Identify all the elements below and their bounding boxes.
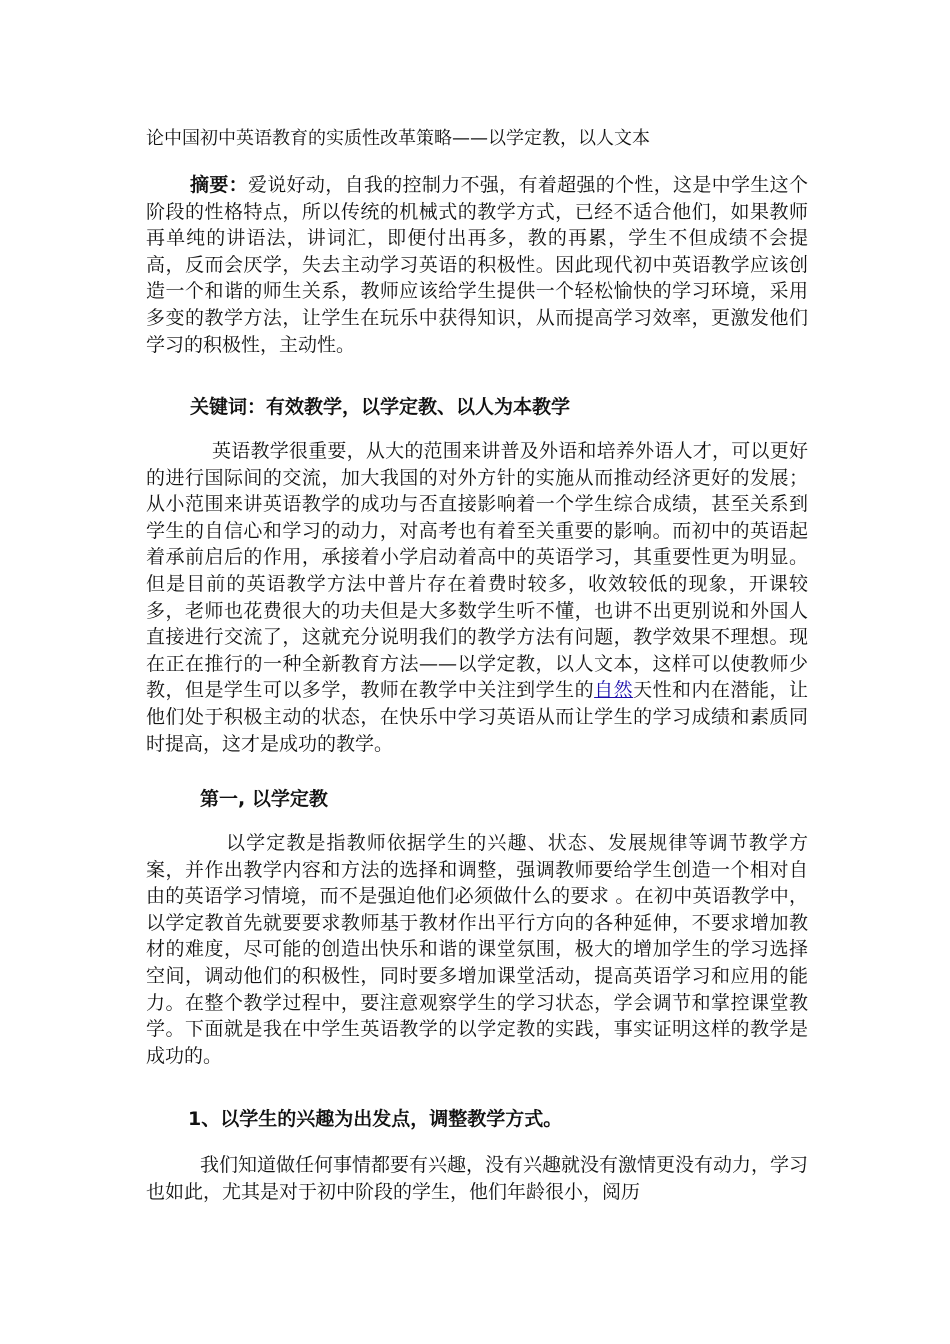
- section-text: 以学定教是指教师依据学生的兴趣、状态、发展规律等调节教学方案，并作出教学内容和方法的选择和调整，强调教师要给学生创造一个相对自由的英语学习情境，而不是强迫他们必须做什么的要求 。在初中英语教学中，以学定教首先就要要求教师基于教材作出平行方向的各种延伸，不要求增加教材的难度，尽可能的创造出快乐和谐的课堂氛围，极大的增加学生的学习选择空间，调动他们的积极性，同时要多增加课堂活动，提高英语学习和应用的能力。在整个教学过程中，要注意观察学生的学习状态，学会调节和掌控课堂教学。下面就是我在中学生英语教学的以学定教的实践，事实证明这样的教学是成功的。: [146, 832, 808, 1067]
- subsection-paragraph: [146, 1152, 808, 1205]
- natural-link[interactable]: 自然: [594, 679, 634, 702]
- intro-text: 英语教学很重要，从大的范围来讲普及外语和培养外语人才，可以更好的进行国际间的交流，加大我国的对外方针的实施从而推动经济更好的发展；从小范围来讲英语教学的成功与否直接影响着一个学生综合成绩，甚至关系到学生的自信心和学习的动力，对高考也有着至关重要的影响。而初中的英语起着承前启后的作用，承接着小学启动着高中的英语学习，其重要性更为明显。但是目前的英语教学方法中普片存在着费时较多，收效较低的现象，开课较多，老师也花费很大的功夫但是大多数学生听不懂，也讲不出更别说和外国人直接进行交流了，这就充分说明我们的教学方法有问题，教学效果不理想。现在正在推行的一种全新教育方法——以学定教，以人文本，这样可以使教师少教，但是学生可以多学，教师在教学中关注到学生的: [146, 440, 808, 702]
- subsection-text: 我们知道做任何事情都要有兴趣，没有兴趣就没有激情更没有动力，学习也如此，尤其是对于初中阶段的学生，他们年龄很小，阅历: [146, 1154, 809, 1203]
- keywords-line: 关键词：有效教学，以学定教、以人为本教学: [190, 396, 571, 418]
- section-paragraph: [146, 830, 808, 1069]
- intro-text-continued: 天性和内在潜能，让他们处于积极主动的状态，在快乐中学习英语从而让学生的学习成绩和素质同时提高，这才是成功的教学。: [146, 679, 808, 755]
- section-heading: 第一, 以学定教: [200, 788, 328, 810]
- abstract-text: 爱说好动，自我的控制力不强，有着超强的个性，这是中学生这个阶段的性格特点，所以传统的机械式的教学方式，已经不适合他们，如果教师再单纯的讲语法，讲词汇，即便付出再多，教的再累，学生不但成绩不会提高，反而会厌学，失去主动学习英语的积极性。因此现代初中英语教学应该创造一个和谐的师生关系，教师应该给学生提供一个轻松愉快的学习环境，采用多变的教学方法，让学生在玩乐中获得知识，从而提高学习效率，更激发他们学习的积极性，主动性。: [146, 174, 808, 356]
- abstract-label: 摘要：: [190, 174, 248, 196]
- abstract-paragraph: [146, 172, 808, 358]
- subsection-heading: 1、以学生的兴趣为出发点，调整教学方式。: [188, 1108, 563, 1130]
- document-title: 论中国初中英语教育的实质性改革策略——以学定教，以人文本: [146, 128, 650, 149]
- intro-paragraph: [146, 438, 808, 757]
